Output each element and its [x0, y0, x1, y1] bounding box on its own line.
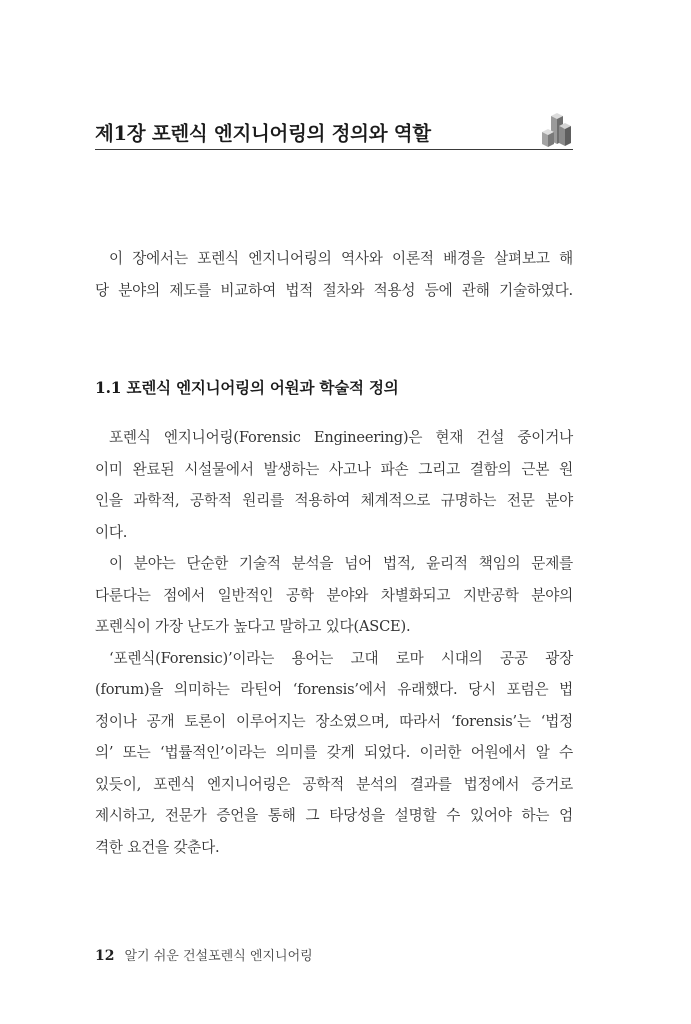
body-line: 이다. — [95, 523, 128, 541]
chapter-title-rule — [95, 149, 573, 150]
chapter-title: 제1장 포렌식 엔지니어링의 정의와 역할 — [95, 122, 431, 145]
intro-line: 당 분야의 제도를 비교하여 법적 절차와 적용성 등에 관해 기술하였다. — [95, 281, 573, 299]
intro-line: 이 장에서는 포렌식 엔지니어링의 역사와 이론적 배경을 살펴보고 해 — [109, 250, 573, 267]
body-line: 제시하고, 전문가 증언을 통해 그 타당성을 설명할 수 있어야 하는 엄 — [95, 807, 573, 824]
body-line: ‘포렌식(Forensic)’이라는 용어는 고대 로마 시대의 공공 광장 — [109, 649, 573, 667]
body-line: 격한 요건을 갖춘다. — [95, 838, 220, 856]
body-text — [95, 422, 573, 863]
intro-paragraph — [95, 243, 573, 306]
body-line: 정이나 공개 토론이 이루어지는 장소였으며, 따라서 ‘forensis’는 ‘법정 — [95, 712, 573, 730]
body-line: 포렌식이 가장 난도가 높다고 말하고 있다(ASCE). — [95, 618, 411, 635]
page-footer — [95, 945, 313, 964]
body-line: 이미 완료된 시설물에서 발생하는 사고나 파손 그리고 결함의 근본 원 — [95, 460, 573, 478]
body-line: 의’ 또는 ‘법률적인’이라는 의미를 갖게 되었다. 이러한 어원에서 알 수 — [95, 744, 573, 761]
body-line: 포렌식 엔지니어링(Forensic Engineering)은 현재 건설 중이거나 — [109, 429, 573, 446]
page-number: 12 — [95, 948, 115, 964]
body-line: 인을 과학적, 공학적 원리를 적용하여 체계적으로 규명하는 전문 분야 — [95, 492, 573, 509]
stacked-blocks-icon — [539, 112, 573, 148]
section-title: 1.1 포렌식 엔지니어링의 어원과 학술적 정의 — [95, 378, 399, 397]
body-line: 있듯이, 포렌식 엔지니어링은 공학적 분석의 결과를 법정에서 증거로 — [95, 775, 573, 793]
body-line: 다룬다는 점에서 일반적인 공학 분야와 차별화되고 지반공학 분야의 — [95, 586, 573, 604]
book-title: 알기 쉬운 건설포렌식 엔지니어링 — [124, 949, 313, 964]
chapter-header — [95, 112, 573, 152]
body-line: 이 분야는 단순한 기술적 분석을 넘어 법적, 윤리적 책임의 문제를 — [109, 555, 573, 572]
body-line: (forum)을 의미하는 라틴어 ‘forensis’에서 유래했다. 당시 포럼은 법 — [95, 681, 573, 698]
